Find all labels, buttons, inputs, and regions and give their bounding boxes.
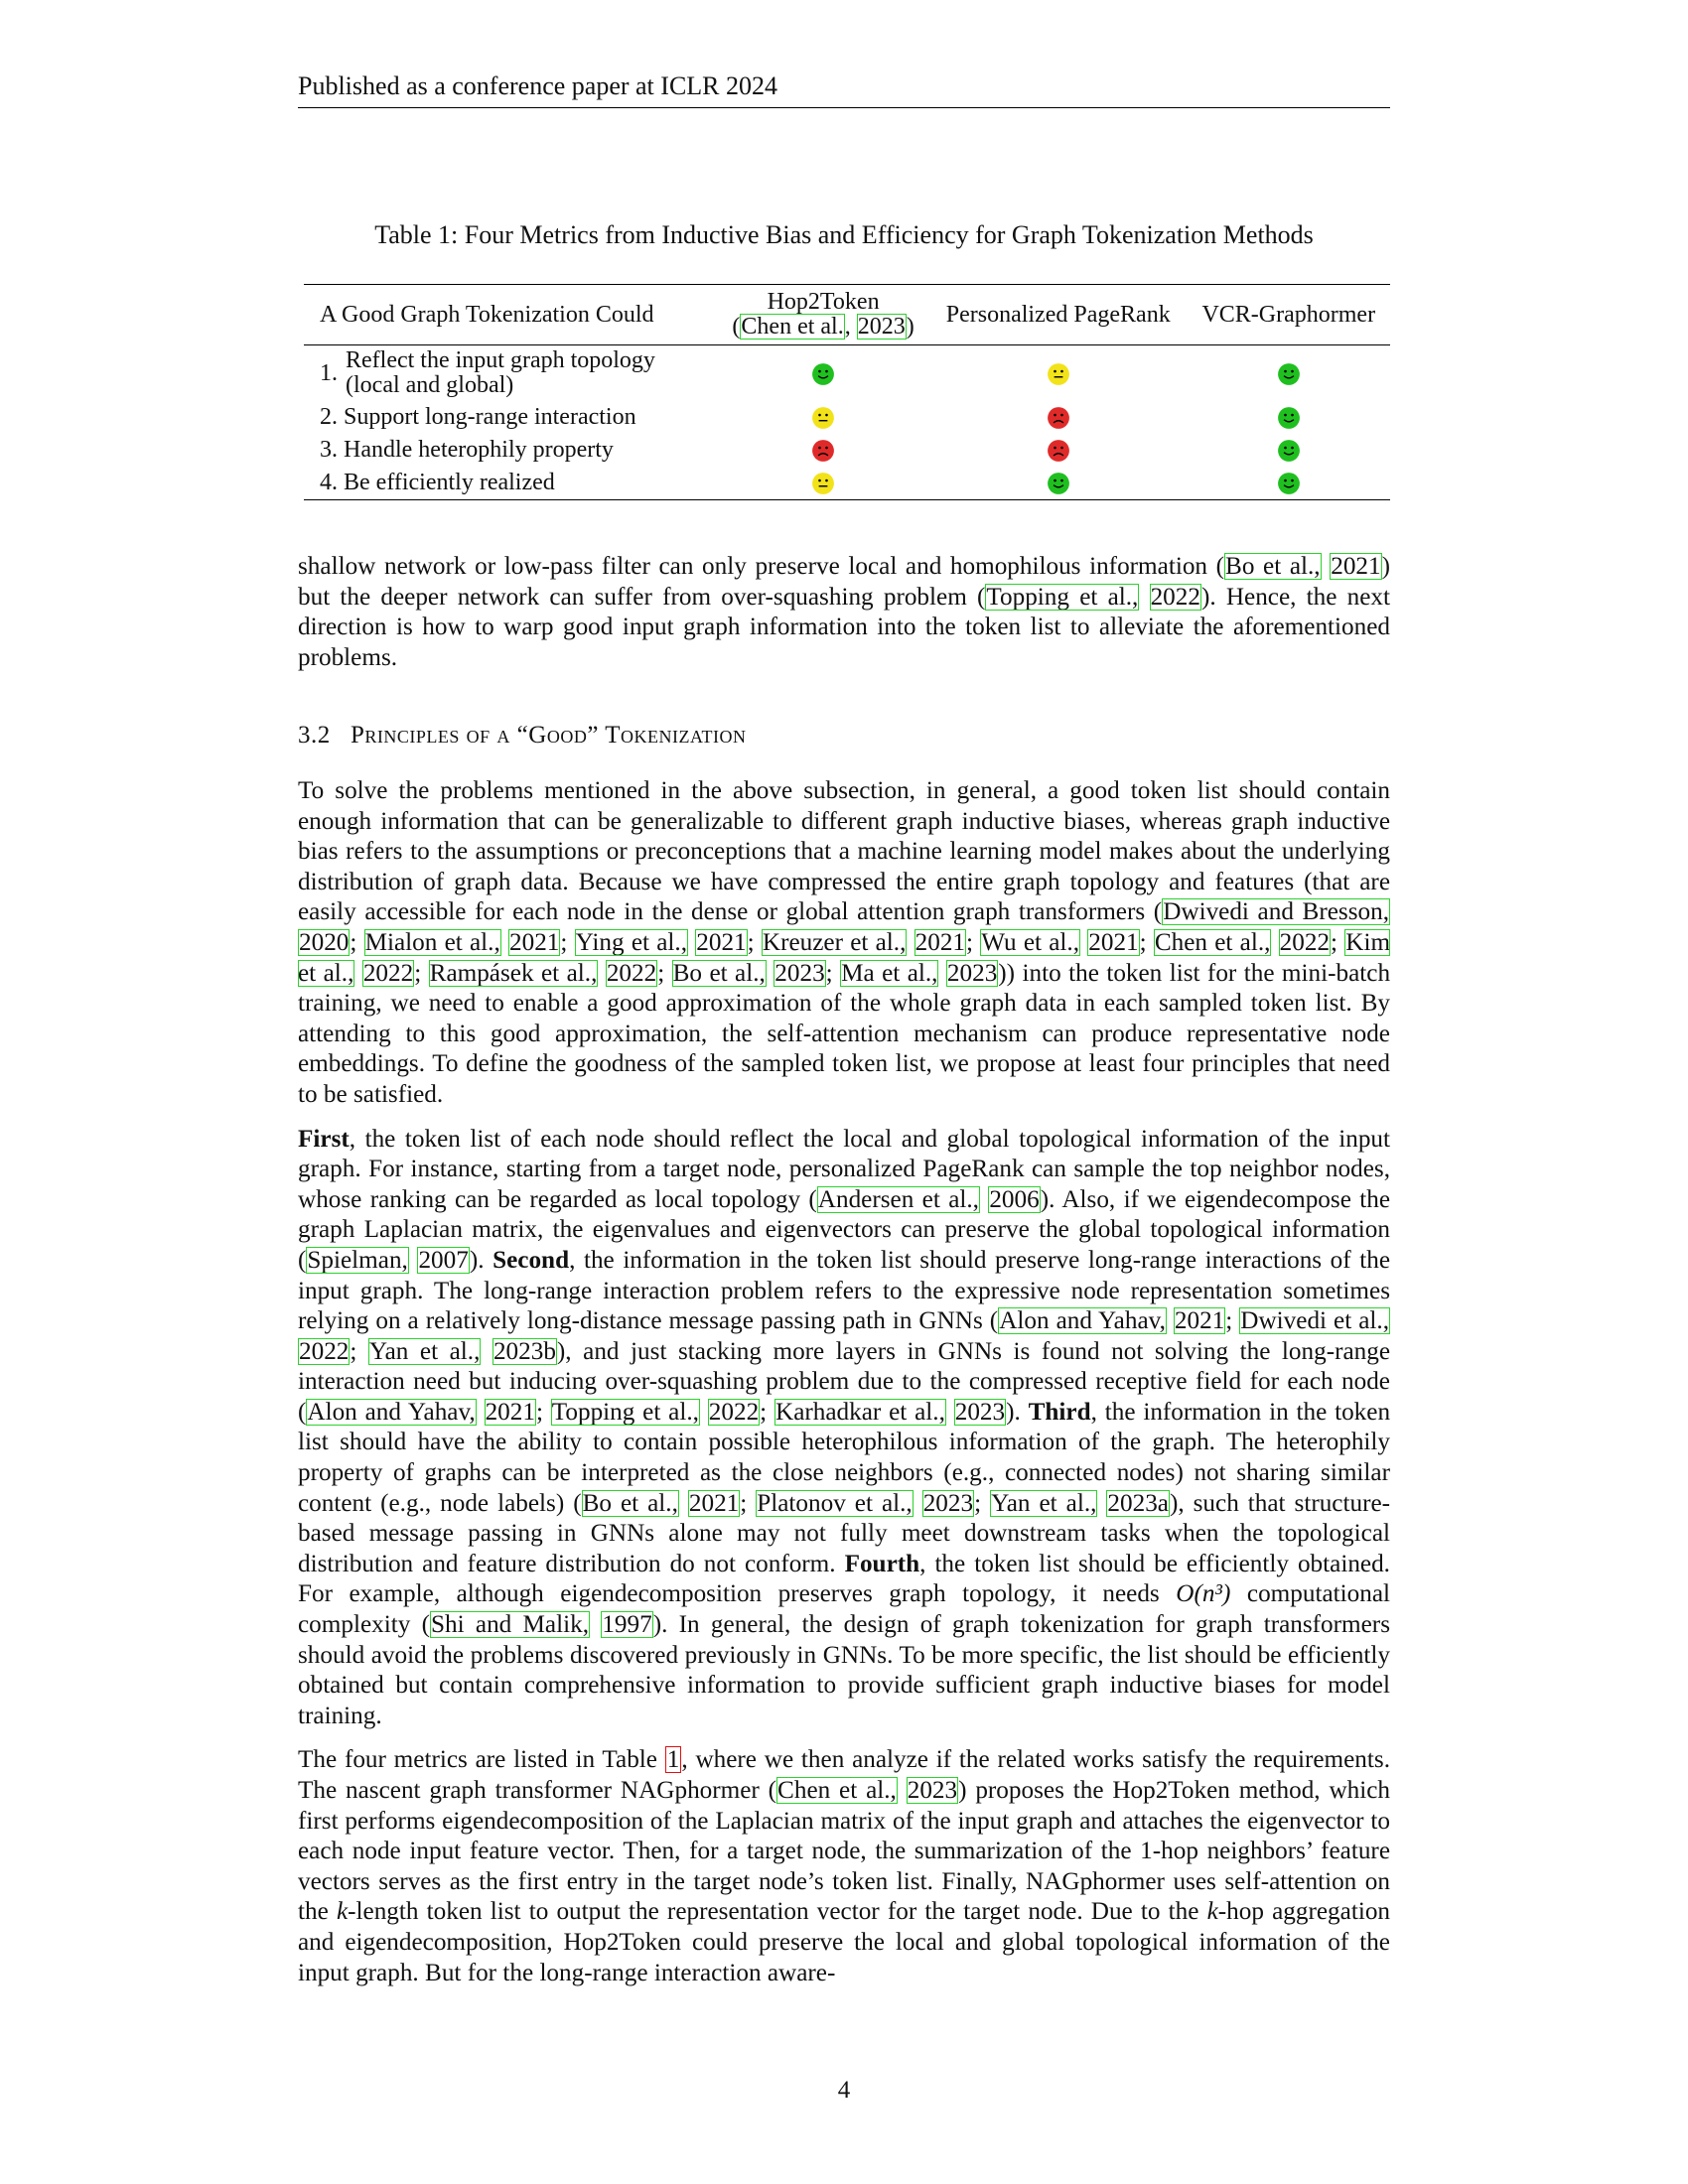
bad-face-icon [811,439,835,463]
citation-link[interactable]: 2023a [1107,1489,1169,1517]
neutral-face-icon [811,472,835,495]
citation-link[interactable]: 2022 [362,959,414,987]
rating-cell [1188,434,1391,467]
citation-link[interactable]: 2021 [485,1398,535,1426]
section-body [298,776,1390,2002]
citation-link[interactable]: Dwivedi et al., [1240,1307,1390,1335]
citation-link[interactable]: 2020 [299,928,350,956]
citation-link[interactable]: Yan et al., [368,1337,481,1365]
paragraph-intro: shallow network or low-pass filter can only preserve local and homophilous information (Bo et al., 2021) but the deeper network can suffer from over-squashing problem (Topping et al., 2022). Hence, the next direction is how to warp good input graph information into the token list to alleviate the aforementioned problems. [298,553,1391,671]
citation-link[interactable]: 2023 [907,1777,958,1804]
citation-link[interactable]: Chen et al. [741,314,844,340]
row-label: 3. Handle heterophily property [320,437,614,463]
comparison-table [304,284,1390,500]
table-row [304,467,1390,500]
bad-face-icon [1047,406,1070,430]
citation-link[interactable]: 2021 [696,928,747,956]
header-ppr: Personalized PageRank [945,301,1171,328]
citation-link[interactable]: 2007 [418,1246,469,1274]
rating-cell [1188,345,1391,402]
citation-link[interactable]: 2021 [1331,553,1381,580]
good-face-icon [811,362,835,386]
citation-link[interactable]: Kreuzer et al., [762,928,907,956]
citation-link[interactable]: 2023 [922,1489,974,1517]
rating-cell [929,467,1188,500]
page-number: 4 [837,2077,851,2104]
section-heading: 3.2 Principles of a “Good” Tokenization [298,722,747,749]
citation-link[interactable]: 2021 [1088,928,1139,956]
citation-link[interactable]: 1997 [602,1611,652,1639]
citation-link[interactable]: Dwivedi and Bresson, [1163,898,1389,926]
citation-link[interactable]: Ying et al., [575,928,688,956]
citation-link[interactable]: 2022 [708,1398,760,1426]
citation-link[interactable]: Chen et al., [1154,928,1271,956]
citation-link[interactable]: 2023 [946,959,998,987]
citation-link[interactable]: Bo et al., [582,1489,678,1517]
rating-cell [717,401,929,434]
citation-link[interactable]: 2022 [1150,583,1200,611]
rating-cell [717,345,929,402]
citation-link[interactable]: Bo et al., [1225,553,1321,580]
citation-link[interactable]: 2021 [1174,1307,1225,1335]
rating-cell [929,434,1188,467]
citation-link[interactable]: Shi and Malik, [431,1611,590,1639]
citation-link[interactable]: Kim et al., [298,928,1391,987]
citation-link[interactable]: Yan et al., [991,1489,1097,1517]
header-hop2token: Hop2Token (Chen et al., 2023) [732,289,914,340]
citation-link[interactable]: Chen et al., [777,1777,897,1804]
citation-link[interactable]: Ma et al., [841,959,938,987]
rating-cell [929,401,1188,434]
citation-link[interactable]: Rampásek et al., [429,959,598,987]
good-face-icon [1277,472,1301,495]
paragraph: To solve the problems mentioned in the above subsection, in general, a good token list should contain enough information that can be generalizable to different graph inductive biases, whereas graph inductive bias refers to the assumptions or preconceptions that a machine learning model makes about the underlying distribution of graph data. Because we have compressed the entire graph topology and features (that are easily accessible for each node in the dense or global attention graph transformers (Dwivedi and Bresson, 2020; Mialon et al., 2021; Ying et al., 2021; Kreuzer et al., 2021; Wu et al., 2021; Chen et al., 2022; Kim et al., 2022; Rampásek et al., 2022; Bo et al., 2023; Ma et al., 2023)) into the token list for the mini-batch training, we need to enable a good approximation of the whole graph data in each sampled token list. By attending to this good approximation, the self-attention mechanism can produce representative node embeddings. To define the goodness of the sampled token list, we propose at least four principles that need to be satisfied. [298,777,1391,1108]
rating-cell [929,345,1188,402]
citation-link[interactable]: Wu et al., [981,928,1080,956]
bad-face-icon [1047,439,1070,463]
rating-cell [717,434,929,467]
table-row [304,401,1390,434]
header-vcr: VCR-Graphormer [1201,301,1376,328]
citation-link[interactable]: 2023 [774,959,825,987]
citation-link[interactable]: Bo et al., [672,959,766,987]
math-complexity: O(n³) [1176,1580,1231,1608]
citation-link[interactable]: Alon and Yahav, [999,1307,1166,1335]
citation-link[interactable]: 2023 [857,314,906,340]
citation-link[interactable]: Topping et al., [986,583,1139,611]
paragraph: The four metrics are listed in Table 1, where we then analyze if the related works satisfy the requirements. The nascent graph transformer NAGphormer (Chen et al., 2023) proposes the Hop2Token method, which first performs eigendecomposition of the Laplacian matrix of the input graph and attaches the eigenvector to each node input feature vector. Then, for a target node, the summarization of the 1-hop neighbors’ feature vectors serves as the first entry in the target node’s token list. Finally, NAGphormer uses self-attention on the k-length token list to output the representation vector for the target node. Due to the k-hop aggregation and eigendecomposition, Hop2Token could preserve the local and global topological information of the input graph. But for the long-range interaction aware- [298,1746,1391,1986]
citation-link[interactable]: 2023 [954,1398,1006,1426]
citation-link[interactable]: Topping et al., [551,1398,699,1426]
rating-cell [717,467,929,500]
table-row: 1. Reflect the input graph topology (local and global) [304,345,1390,402]
citation-link[interactable]: Spielman, [307,1246,408,1274]
citation-link[interactable]: 2022 [1279,928,1331,956]
citation-link[interactable]: 2021 [509,928,560,956]
row-label: 4. Be efficiently realized [320,470,555,495]
citation-link[interactable]: 2021 [914,928,965,956]
good-face-icon [1277,406,1301,430]
rating-cell [1188,401,1391,434]
neutral-face-icon [811,406,835,430]
good-face-icon [1277,362,1301,386]
rating-cell [1188,467,1391,500]
row-label: 2. Support long-range interaction [320,404,636,430]
citation-link[interactable]: Mialon et al., [364,928,500,956]
citation-link[interactable]: Platonov et al., [757,1489,913,1517]
table-row [304,434,1390,467]
citation-link[interactable]: 2006 [989,1185,1040,1213]
header-criteria: A Good Graph Tokenization Could [320,301,654,328]
paragraph: First, the token list of each node should reflect the local and global topological information of the input graph. For instance, starting from a target node, personalized PageRank can sample the top neighbor nodes, whose ranking can be regarded as local topology (Andersen et al., 2006). Also, if we eigendecompose the graph Laplacian matrix, the eigenvalues and eigenvectors can preserve the global topological information (Spielman, 2007). Second, the information in the token list should preserve long-range interactions of the input graph. The long-range interaction problem refers to the expressive node representation sometimes relying on a relatively long-distance message passing path in GNNs (Alon and Yahav, 2021; Dwivedi et al., 2022; Yan et al., 2023b), and just stacking more layers in GNNs is found not solving the long-range interaction need but inducing over-squashing problem due to the compressed receptive field for each node (Alon and Yahav, 2021; Topping et al., 2022; Karhadkar et al., 2023). Third, the information in the token list should have the ability to contain possible heterophilous information of the graph. The heterophily property of graphs can be interpreted as the close neighbors (e.g., connected nodes) not sharing similar content (e.g., node labels) (Bo et al., 2021; Platonov et al., 2023; Yan et al., 2023a), such that structure-based message passing in GNNs alone may not fully meet downstream tasks when the topological distribution and feature distribution do not conform. Fourth, the token list should be efficiently obtained. For example, although eigendecomposition preserves graph topology, it needs O(n³) computational complexity (Shi and Malik, 1997). In general, the design of graph tokenization for graph transformers should avoid the problems discovered previously in GNNs. To be more specific, the list should be efficiently obtained but contain comprehensive information to provide sufficient graph inductive biases for model training. [298,1125,1391,1729]
running-header: Published as a conference paper at ICLR 2024 [298,71,1390,108]
citation-link[interactable]: 2022 [299,1337,350,1365]
good-face-icon [1047,472,1070,495]
table-header-row [304,285,1390,345]
citation-link[interactable]: Andersen et al., [817,1185,979,1213]
citation-link[interactable]: 2023b [492,1337,556,1365]
table-ref-link[interactable]: 1 [666,1746,680,1774]
citation-link[interactable]: Alon and Yahav, [307,1398,476,1426]
row-label: Reflect the input graph topology (local and global) [346,347,655,398]
good-face-icon [1277,439,1301,463]
neutral-face-icon [1047,362,1070,386]
citation-link[interactable]: 2022 [606,959,657,987]
citation-link[interactable]: Karhadkar et al., [775,1398,945,1426]
citation-link[interactable]: 2021 [688,1489,740,1517]
table-caption: Table 1: Four Metrics from Inductive Bias and Efficiency for Graph Tokenization Methods [374,220,1314,249]
